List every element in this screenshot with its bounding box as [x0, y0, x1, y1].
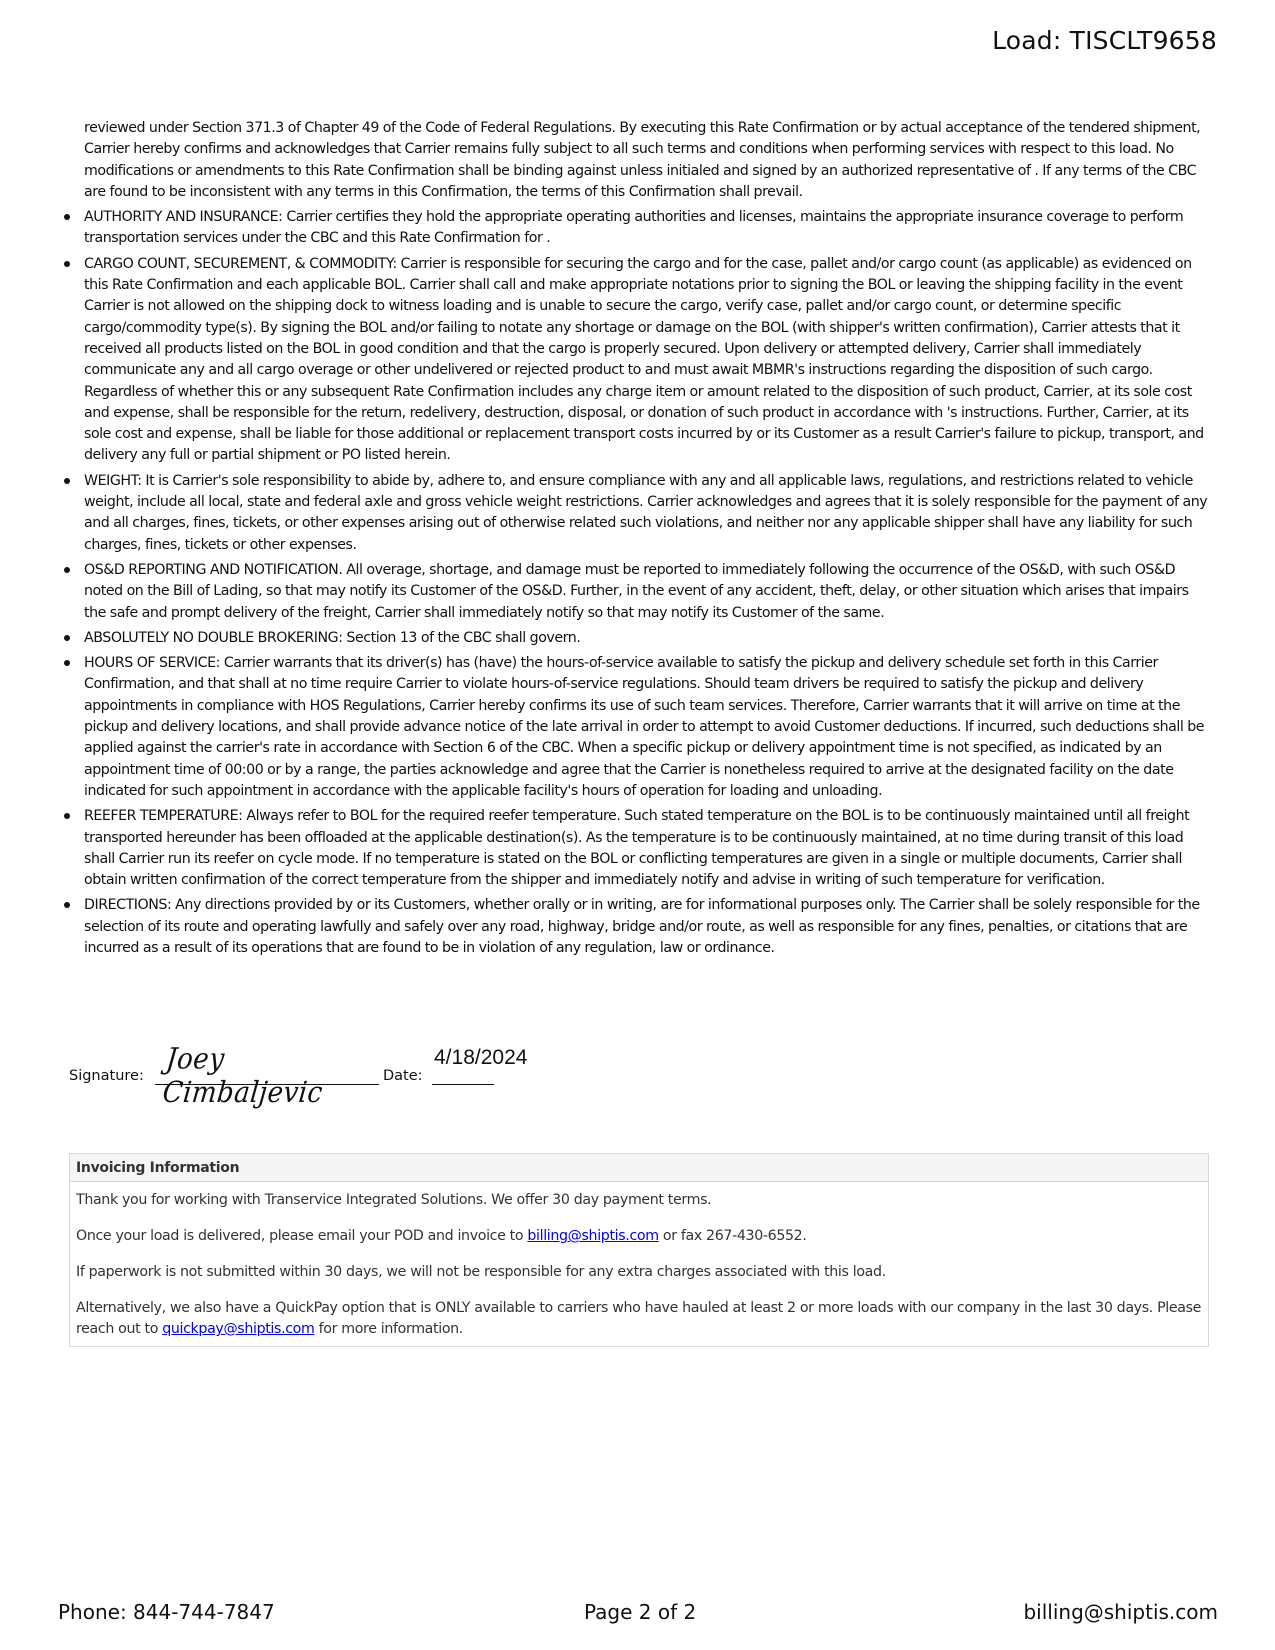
term-text: REEFER TEMPERATURE: Always refer to BOL for the required reefer temperature. Such stated temperature on the BOL is to be continuously maintained until all freight transported hereunder has been offloaded at the applicable destination(s). As the temperature is to be continuously maintained, at no time during transit of this load shall Carrier run its reefer on cycle mode. If no temperature is stated on the BOL or conflicting temperatures are given in a single or multiple documents, Carrier shall obtain written confirmation of the correct temperature from the shipper and immediately notify and advise in writing of such temperature for verification.: [84, 808, 1190, 889]
term-text: AUTHORITY AND INSURANCE: Carrier certifies they hold the appropriate operating authorities and licenses, maintains the appropriate insurance coverage to perform transportation services under the CBC and this Rate Confirmation for .: [84, 209, 1184, 247]
terms-section: [58, 118, 1208, 963]
signature-field: [155, 1042, 379, 1110]
terms-intro-paragraph: reviewed under Section 371.3 of Chapter 49 of the Code of Federal Regulations. By executing this Rate Confirmation or by actual acceptance of the tendered shipment, Carrier hereby confirms and acknowledges that Carrier remains fully subject to all such terms and conditions when performing services with respect to this load. No modifications or amendments to this Rate Confirmation shall be binding against unless initialed and signed by an authorized representative of . If any terms of the CBC are found to be inconsistent with any terms in this Confirmation, the terms of this Confirmation shall prevail.: [84, 120, 1201, 200]
billing-email-link[interactable]: billing@shiptis.com: [527, 1228, 659, 1244]
invoicing-line-payment-terms: Thank you for working with Transervice Integrated Solutions. We offer 30 day payment terms.: [76, 1192, 712, 1208]
date-value: 4/18/2024: [434, 1046, 528, 1069]
footer-email: billing@shiptis.com: [1023, 1600, 1218, 1624]
invoicing-text: or fax 267-430-6552.: [658, 1228, 807, 1244]
bullet-icon: [64, 567, 70, 573]
term-item-authority-insurance: [58, 207, 1208, 250]
invoicing-title: Invoicing Information: [70, 1154, 1208, 1182]
term-text: WEIGHT: It is Carrier's sole responsibility to abide by, adhere to, and ensure compliance with any and all applicable laws, regulations, and restrictions related to vehicle weight, include all local, state and federal axle and gross vehicle weight restrictions. Carrier acknowledges and agrees that it is solely responsible for the payment of any and all charges, fines, tickets, or other expenses arising out of otherwise related such violations, and neither nor any applicable shipper shall have any liability for such charges, fines, tickets or other expenses.: [84, 472, 1208, 553]
bullet-icon: [64, 214, 70, 220]
load-number-header: Load: TISCLT9658: [992, 26, 1217, 55]
footer-phone: Phone: 844-744-7847: [58, 1600, 275, 1624]
invoicing-line-quickpay: [76, 1298, 1202, 1340]
term-text: OS&D REPORTING AND NOTIFICATION. All overage, shortage, and damage must be reported to immediately following the occurrence of the OS&D, with such OS&D noted on the Bill of Lading, so that may notify its Customer of the OS&D. Further, in the event of any accident, theft, delay, or other situation which arises that impairs the safe and prompt delivery of the freight, Carrier shall immediately notify so that may notify its Customer of the same.: [84, 561, 1189, 621]
term-text: ABSOLUTELY NO DOUBLE BROKERING: Section 13 of the CBC shall govern.: [84, 629, 581, 646]
term-text: HOURS OF SERVICE: Carrier warrants that its driver(s) has (have) the hours-of-service available to satisfy the pickup and delivery schedule set forth in this Carrier Confirmation, and that shall at no time require Carrier to violate hours-of-service regulations. Should team drivers be required to satisfy the pickup and delivery appointments in compliance with HOS Regulations, Carrier hereby confirms its use of such team services. Therefore, Carrier warrants that it will arrive on time at the pickup and delivery locations, and shall provide advance notice of the late arrival in order to attempt to avoid Customer deductions. If incurred, such deductions shall be applied against the carrier's rate in accordance with Section 6 of the CBC. When a specific pickup or delivery appointment time is not specified, as indicated by an appointment time of 00:00 or by a range, the parties acknowledge and agree that the Carrier is nonetheless required to arrive at the designated facility on the date indicated for such appointment in accordance with the applicable facility's hours of operation for loading and unloading.: [84, 655, 1205, 799]
terms-list: [58, 207, 1208, 959]
term-item-osd-reporting: [58, 560, 1208, 624]
bullet-icon: [64, 813, 70, 819]
invoicing-line-email-pod: [76, 1226, 1202, 1247]
term-item-hours-of-service: [58, 653, 1208, 802]
bullet-icon: [64, 660, 70, 666]
bullet-icon: [64, 902, 70, 908]
invoicing-text: Once your load is delivered, please email your POD and invoice to: [76, 1228, 528, 1244]
quickpay-email-link[interactable]: quickpay@shiptis.com: [162, 1321, 315, 1337]
bullet-icon: [64, 635, 70, 641]
bullet-icon: [64, 261, 70, 267]
footer-page-number: Page 2 of 2: [584, 1600, 697, 1624]
term-item-directions: [58, 895, 1208, 959]
term-item-reefer-temperature: [58, 806, 1208, 891]
invoicing-line-paperwork-deadline: If paperwork is not submitted within 30 days, we will not be responsible for any extra charges associated with this load.: [76, 1264, 886, 1280]
invoicing-text: for more information.: [314, 1321, 463, 1337]
bullet-icon: [64, 478, 70, 484]
term-text: CARGO COUNT, SECUREMENT, & COMMODITY: Carrier is responsible for securing the cargo and for the case, pallet and/or cargo count (as applicable) as evidenced on this Rate Confirmation and each applicable BOL. Carrier shall call and make appropriate notations prior to signing the BOL or leaving the shipping facility in the event Carrier is not allowed on the shipping dock to witness loading and is unable to secure the cargo, verify case, pallet and/or cargo count, or determine specific cargo/commodity type(s). By signing the BOL and/or failing to notate any shortage or damage on the BOL (with shipper's written confirmation), Carrier attests that it received all products listed on the BOL in good condition and that the cargo is properly secured. Upon delivery or attempted delivery, Carrier shall immediately communicate any and all cargo overage or other undelivered or rejected product to and must await MBMR's instructions regarding the disposition of such cargo. Regardless of whether this or any subsequent Rate Confirmation includes any charge item or amount related to the disposition of such product, Carrier, at its sole cost and expense, shall be responsible for the return, redelivery, destruction, disposal, or donation of such product in accordance with 's instructions. Further, Carrier, at its sole cost and expense, shall be liable for those additional or replacement transport costs incurred by or its Customer as a result Carrier's failure to pickup, transport, and delivery any full or partial shipment or PO listed herein.: [84, 255, 1204, 464]
invoicing-body: [70, 1182, 1208, 1346]
signature-handwriting: Joey Cimbaljevic: [161, 1042, 325, 1110]
term-item-weight: [58, 471, 1208, 556]
invoicing-information-box: [69, 1153, 1209, 1347]
signature-label: Signature:: [69, 1068, 144, 1084]
invoicing-text: Alternatively, we also have a QuickPay option that is ONLY available to carriers who have hauled at least 2 or more loads with our company in the last 30 days. Please reach out to: [76, 1300, 1202, 1337]
term-item-double-brokering: [58, 628, 1208, 649]
term-text: DIRECTIONS: Any directions provided by or its Customers, whether orally or in writing, are for informational purposes only. The Carrier shall be solely responsible for the selection of its route and operating lawfully and safely over any road, highway, bridge and/or route, as well as responsible for any fines, penalties, or citations that are incurred as a result of its operations that are found to be in violation of any regulation, law or ordinance.: [84, 897, 1200, 956]
term-item-cargo-count: [58, 254, 1208, 467]
signature-row: [69, 1042, 669, 1110]
date-label: Date:: [383, 1068, 423, 1084]
